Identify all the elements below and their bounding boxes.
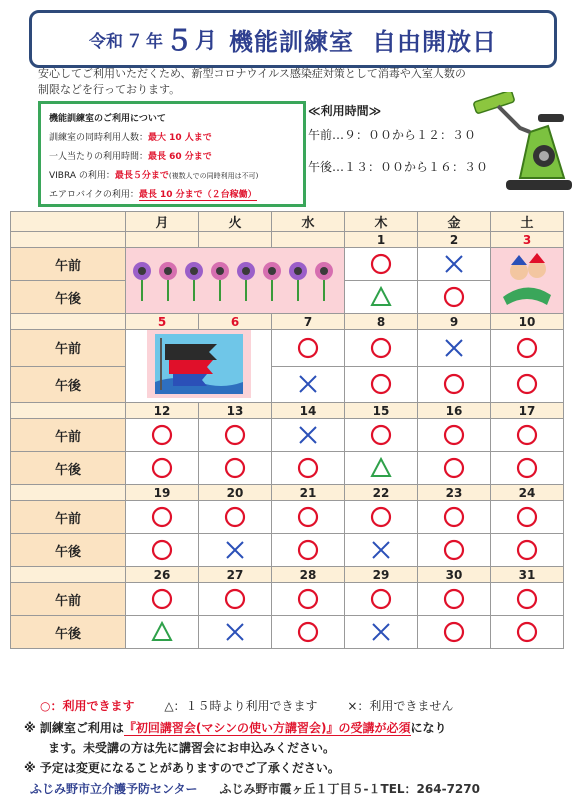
title-banner [29, 10, 557, 68]
available-circle-icon [369, 423, 393, 447]
date-cell: 2 [418, 232, 491, 248]
availability-cell [345, 616, 418, 649]
date-row-corner [11, 485, 126, 501]
morning-row [11, 248, 564, 281]
availability-cell [345, 452, 418, 485]
rule-time [49, 148, 295, 167]
availability-cell [126, 534, 199, 567]
date-cell: 1 [345, 232, 418, 248]
rules-heading: 機能訓練室のご利用について [49, 114, 166, 124]
rule-capacity [49, 129, 295, 148]
rule-vibra-note: (複数人での同時利用は不可) [168, 172, 259, 180]
flower-row-icon [130, 249, 340, 309]
availability-cell [491, 366, 564, 403]
afternoon-label: 午後 [11, 452, 126, 485]
morning-label: 午前 [11, 419, 126, 452]
unavailable-cross-icon [296, 423, 320, 447]
availability-cell [418, 452, 491, 485]
date-cell: 7 [272, 314, 345, 330]
afternoon-row [11, 616, 564, 649]
available-circle-icon [296, 336, 320, 360]
availability-calendar [10, 211, 564, 649]
date-cell: 19 [126, 485, 199, 501]
availability-cell [126, 501, 199, 534]
available-circle-icon [296, 505, 320, 529]
availability-cell [272, 501, 345, 534]
availability-cell [418, 248, 491, 281]
date-cell: 28 [272, 567, 345, 583]
rule-capacity-label: 訓練室の同時利用人数： [49, 133, 149, 143]
date-cell: 8 [345, 314, 418, 330]
available-circle-icon [369, 252, 393, 276]
available-circle-icon [296, 587, 320, 611]
rule-vibra-label: VIBRA の利用： [49, 171, 115, 181]
footer [30, 780, 570, 797]
available-circle-icon [442, 620, 466, 644]
availability-cell [418, 616, 491, 649]
available-circle-icon [515, 587, 539, 611]
rule-bike-label: エアロバイクの利用： [49, 190, 139, 200]
note-1 [24, 718, 564, 738]
availability-cell [491, 534, 564, 567]
available-circle-icon [150, 456, 174, 480]
date-cell: 29 [345, 567, 418, 583]
date-cell [272, 232, 345, 248]
date-cell: 6 [199, 314, 272, 330]
rule-vibra-value: 最長５分まで [114, 171, 169, 181]
children-illustration [491, 248, 564, 314]
available-circle-icon [515, 456, 539, 480]
date-row-corner [11, 403, 126, 419]
title-month: ５ [164, 24, 193, 57]
date-cell: 31 [491, 567, 564, 583]
partial-triangle-icon [369, 456, 393, 480]
availability-cell [491, 616, 564, 649]
availability-cell [418, 366, 491, 403]
availability-cell [272, 330, 345, 367]
date-cell: 3 [491, 232, 564, 248]
available-circle-icon [442, 505, 466, 529]
title-main: 機能訓練室 [229, 27, 355, 56]
availability-cell [418, 583, 491, 616]
date-row [11, 232, 564, 248]
availability-cell [491, 452, 564, 485]
availability-cell [272, 419, 345, 452]
availability-cell [272, 534, 345, 567]
partial-triangle-icon [150, 620, 174, 644]
available-circle-icon [515, 620, 539, 644]
available-circle-icon [150, 538, 174, 562]
exercise-bike-illustration [468, 92, 580, 202]
children-kite-icon [497, 249, 557, 309]
availability-cell [418, 419, 491, 452]
available-circle-icon [223, 456, 247, 480]
date-cell: 13 [199, 403, 272, 419]
date-cell: 30 [418, 567, 491, 583]
available-circle-icon [150, 423, 174, 447]
availability-cell [199, 419, 272, 452]
available-circle-icon [223, 423, 247, 447]
title-month-unit: 月 [195, 28, 218, 54]
rule-time-value: 最長 60 分まで [148, 152, 212, 162]
legend-partial-text: △：１５時より利用できます [164, 699, 318, 713]
availability-cell [126, 583, 199, 616]
availability-cell [272, 452, 345, 485]
available-circle-icon [515, 372, 539, 396]
availability-cell [345, 419, 418, 452]
date-row-corner [11, 567, 126, 583]
weekday-thu: 木 [345, 212, 418, 232]
availability-cell [345, 501, 418, 534]
afternoon-row [11, 452, 564, 485]
note-2: ※ 予定は変更になることがありますのでご了承ください。 [24, 761, 340, 775]
availability-cell [272, 366, 345, 403]
availability-cell [491, 583, 564, 616]
afternoon-label: 午後 [11, 281, 126, 314]
rule-capacity-value: 最大 10 人まで [148, 133, 212, 143]
weekday-tue: 火 [199, 212, 272, 232]
availability-cell [272, 583, 345, 616]
morning-row [11, 583, 564, 616]
availability-cell [345, 281, 418, 314]
date-row-corner [11, 314, 126, 330]
date-cell: 21 [272, 485, 345, 501]
availability-cell [199, 452, 272, 485]
morning-label: 午前 [11, 501, 126, 534]
legend-partial [164, 699, 323, 713]
koinobori-icon [147, 330, 251, 398]
notes [24, 718, 564, 778]
afternoon-label: 午後 [11, 534, 126, 567]
carp-streamer-illustration [126, 330, 272, 403]
date-cell: 12 [126, 403, 199, 419]
available-circle-icon [223, 505, 247, 529]
footer-address: ふじみ野市霞ヶ丘１丁目５-１TEL：264-7270 [219, 782, 480, 796]
availability-cell [345, 583, 418, 616]
note-1-line-2: ます。未受講の方は先に講習会にお申込みください。 [48, 741, 336, 755]
availability-cell [345, 534, 418, 567]
availability-cell [199, 616, 272, 649]
hours-am: 午前…９：００から１２：３０ [308, 128, 477, 142]
availability-cell [418, 534, 491, 567]
available-circle-icon [442, 372, 466, 396]
available-circle-icon [223, 587, 247, 611]
date-cell: 15 [345, 403, 418, 419]
availability-cell [418, 501, 491, 534]
morning-label: 午前 [11, 330, 126, 367]
availability-cell [491, 501, 564, 534]
date-cell: 26 [126, 567, 199, 583]
availability-cell [199, 534, 272, 567]
legend-ok-text: ○：利用できます [40, 699, 135, 713]
note-1-pre: ※ 訓練室ご利用は [24, 721, 124, 735]
date-cell: 14 [272, 403, 345, 419]
title-sub: 自由開放日 [372, 27, 498, 56]
footer-org: ふじみ野市立介護予防センター [30, 782, 198, 796]
afternoon-label: 午後 [11, 366, 126, 403]
note-1-highlight: 『初回講習会(マシンの使い方講習会)』の受講が必須 [123, 721, 411, 735]
available-circle-icon [442, 423, 466, 447]
date-row-corner [11, 232, 126, 248]
title-year-unit: 年 [145, 31, 163, 52]
hours-pm: 午後…１３：００から１６：３０ [308, 160, 489, 174]
intro-text [38, 66, 508, 98]
date-row [11, 314, 564, 330]
availability-cell [272, 616, 345, 649]
legend-ng [347, 699, 459, 713]
carp-streamer-flowers-illustration [126, 248, 345, 314]
availability-cell [418, 330, 491, 367]
date-cell [126, 232, 199, 248]
date-cell: 9 [418, 314, 491, 330]
weekday-sat: 土 [491, 212, 564, 232]
afternoon-row [11, 534, 564, 567]
available-circle-icon [369, 372, 393, 396]
available-circle-icon [442, 587, 466, 611]
date-cell: 16 [418, 403, 491, 419]
rule-bike-value: 最長 10 分まで（２台稼働） [138, 190, 257, 200]
date-row [11, 567, 564, 583]
date-row [11, 403, 564, 419]
weekday-wed: 水 [272, 212, 345, 232]
availability-cell [199, 583, 272, 616]
available-circle-icon [296, 538, 320, 562]
date-row [11, 485, 564, 501]
availability-cell [126, 452, 199, 485]
note-1-post: になり [410, 721, 447, 735]
date-cell [199, 232, 272, 248]
morning-row [11, 330, 564, 367]
rule-vibra [49, 167, 295, 186]
intro-line-2: 制限などを行っております。 [38, 83, 181, 96]
available-circle-icon [150, 587, 174, 611]
availability-cell [345, 366, 418, 403]
weekday-fri: 金 [418, 212, 491, 232]
morning-label: 午前 [11, 583, 126, 616]
unavailable-cross-icon [442, 252, 466, 276]
partial-triangle-icon [369, 285, 393, 309]
date-cell: 5 [126, 314, 199, 330]
available-circle-icon [442, 538, 466, 562]
morning-row [11, 419, 564, 452]
weekday-mon: 月 [126, 212, 199, 232]
legend-ng-text: ×：利用できません [347, 699, 454, 713]
legend [40, 697, 560, 714]
availability-cell [345, 248, 418, 281]
availability-cell [126, 419, 199, 452]
title-era: 令和 [88, 31, 123, 52]
available-circle-icon [150, 505, 174, 529]
date-cell: 20 [199, 485, 272, 501]
unavailable-cross-icon [296, 372, 320, 396]
available-circle-icon [515, 423, 539, 447]
hours-heading: ≪利用時間≫ [308, 104, 382, 118]
date-cell: 17 [491, 403, 564, 419]
available-circle-icon [515, 538, 539, 562]
rule-time-label: 一人当たりの利用時間： [49, 152, 149, 162]
available-circle-icon [515, 336, 539, 360]
weekday-header-row [11, 212, 564, 232]
availability-cell [491, 419, 564, 452]
date-cell: 22 [345, 485, 418, 501]
available-circle-icon [369, 587, 393, 611]
unavailable-cross-icon [442, 336, 466, 360]
available-circle-icon [369, 336, 393, 360]
unavailable-cross-icon [223, 538, 247, 562]
unavailable-cross-icon [223, 620, 247, 644]
availability-cell [345, 330, 418, 367]
afternoon-label: 午後 [11, 616, 126, 649]
date-cell: 24 [491, 485, 564, 501]
available-circle-icon [442, 456, 466, 480]
availability-cell [418, 281, 491, 314]
availability-cell [491, 330, 564, 367]
availability-cell [126, 616, 199, 649]
availability-cell [199, 501, 272, 534]
usage-rules-box [38, 101, 306, 207]
available-circle-icon [442, 285, 466, 309]
date-cell: 23 [418, 485, 491, 501]
intro-line-1: 安心してご利用いただくため、新型コロナウイルス感染症対策として消毒や入室人数の [38, 67, 466, 80]
morning-row [11, 501, 564, 534]
afternoon-row [11, 366, 564, 403]
available-circle-icon [296, 456, 320, 480]
available-circle-icon [515, 505, 539, 529]
morning-label: 午前 [11, 248, 126, 281]
unavailable-cross-icon [369, 620, 393, 644]
available-circle-icon [369, 505, 393, 529]
legend-ok [40, 699, 140, 713]
unavailable-cross-icon [369, 538, 393, 562]
rule-bike [49, 186, 295, 205]
available-circle-icon [296, 620, 320, 644]
title-year: ７ [125, 31, 143, 52]
date-cell: 27 [199, 567, 272, 583]
date-cell: 10 [491, 314, 564, 330]
header-corner [11, 212, 126, 232]
